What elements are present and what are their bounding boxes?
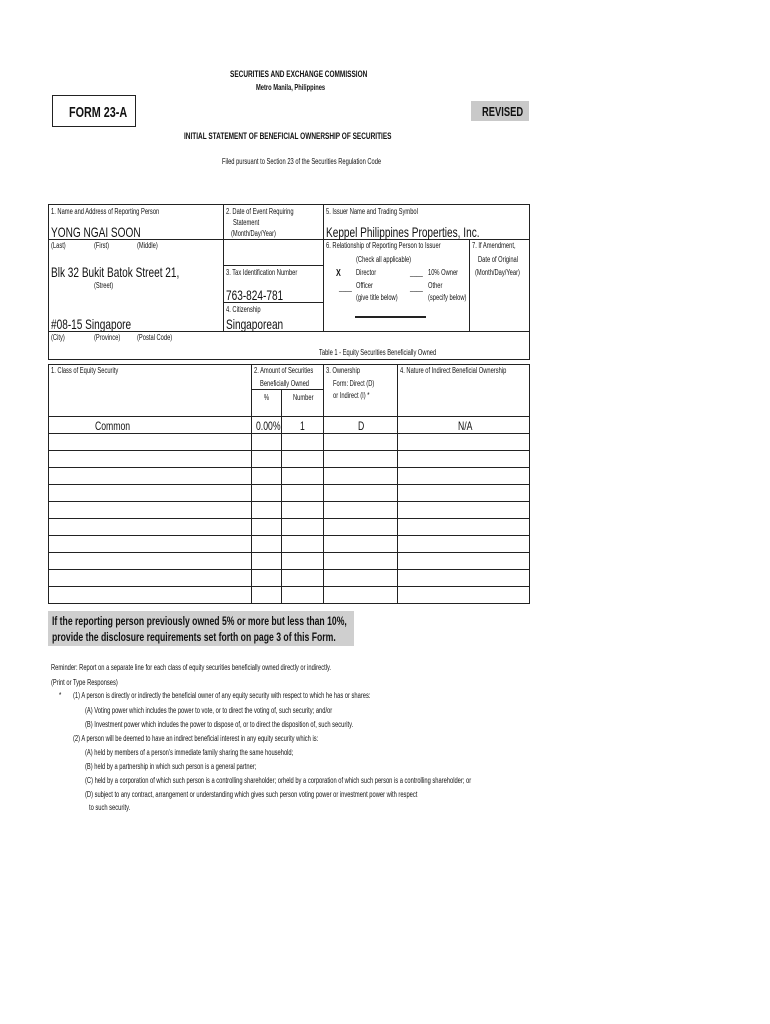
section7-label: 7. If Amendment, — [472, 241, 516, 250]
section2-label: 2. Date of Event Requiring — [226, 207, 294, 216]
agency-location: Metro Manila, Philippines — [256, 83, 326, 92]
section4-label: 4. Citizenship — [226, 305, 261, 314]
other-note: (specify below) — [428, 293, 467, 302]
city-address: #08-15 Singapore — [51, 316, 132, 332]
footnote-2b: (B) held by a partnership in which such person is a general partner; — [85, 762, 257, 771]
officer-note: (give title below) — [356, 293, 398, 302]
col-class-header: 1. Class of Equity Security — [51, 366, 119, 375]
check-all-applicable: (Check all applicable) — [356, 255, 412, 264]
col-nature-header: 4. Nature of Indirect Beneficial Ownership — [400, 366, 507, 375]
footnote-2c: (C) held by a corporation of which such person is a controlling shareholder; orheld by a corporation of which such person is a controlling shareholder; or — [85, 776, 472, 785]
province-label: (Province) — [94, 333, 121, 342]
print-note: (Print or Type Responses) — [51, 678, 118, 687]
director-checkmark: X — [336, 268, 341, 279]
section2-label-2: Statement — [233, 218, 260, 227]
filed-note: Filed pursuant to Section 23 of the Securities Regulation Code — [222, 157, 382, 166]
section7-label-3: (Month/Day/Year) — [475, 268, 520, 277]
footnote-2d-cont: to such security. — [89, 803, 131, 812]
col-percent-header: % — [264, 393, 270, 402]
agency-name: SECURITIES AND EXCHANGE COMMISSION — [230, 69, 368, 79]
section7-label-2: Date of Original — [478, 255, 519, 264]
reminder-text: Reminder: Report on a separate line for each class of equity securities beneficially owned directly or indirectly. — [51, 663, 332, 672]
row1-ownership-form: D — [358, 419, 365, 433]
officer-blank: ____ — [339, 283, 352, 292]
form-id-box — [52, 95, 136, 127]
footnote-star: * — [59, 691, 62, 700]
col-ownership-header-2: Form: Direct (D) — [333, 379, 375, 388]
footnote-2d: (D) subject to any contract, arrangement or understanding which gives such person voting power or investment power with respect — [85, 790, 418, 799]
section5-label: 5. Issuer Name and Trading Symbol — [326, 207, 418, 216]
footnote-1b: (B) Investment power which includes the power to dispose of, or to direct the disposition of, such security. — [85, 720, 354, 729]
notice-line-2: provide the disclosure requirements set forth on page 3 of this Form. — [52, 630, 336, 644]
city-label: (City) — [51, 333, 65, 342]
col-amount-header-2: Beneficially Owned — [260, 379, 309, 388]
notice-line-1: If the reporting person previously owned 5% or more but less than 10%, — [52, 614, 347, 628]
row1-number: 1 — [300, 419, 305, 433]
row1-percent: 0.00% — [256, 419, 281, 433]
citizenship: Singaporean — [226, 316, 284, 332]
owner10-label: 10% Owner — [428, 268, 459, 277]
first-name-label: (First) — [94, 241, 110, 250]
footnote-1: (1) A person is directly or indirectly the beneficial owner of any equity security with respect to which he has or shares: — [73, 691, 371, 700]
street-address: Blk 32 Bukit Batok Street 21, — [51, 264, 180, 280]
col-ownership-header-3: or Indirect (I) * — [333, 391, 370, 400]
form-title: INITIAL STATEMENT OF BENEFICIAL OWNERSHIP OF SECURITIES — [184, 131, 392, 141]
revised-label: REVISED — [482, 104, 524, 119]
tax-id-number: 763-824-781 — [226, 287, 284, 303]
middle-name-label: (Middle) — [137, 241, 158, 250]
other-label: Other — [428, 281, 443, 290]
section1-label: 1. Name and Address of Reporting Person — [51, 207, 160, 216]
col-number-header: Number — [293, 393, 314, 402]
director-label: Director — [356, 268, 377, 277]
col-ownership-header: 3. Ownership — [326, 366, 360, 375]
owner10-blank: ____ — [410, 268, 423, 277]
title-underline — [355, 316, 426, 318]
section2-label-3: (Month/Day/Year) — [231, 229, 276, 238]
street-label: (Street) — [94, 281, 114, 290]
form-id: FORM 23-A — [69, 104, 128, 121]
row1-class: Common — [95, 419, 131, 433]
revised-badge — [471, 101, 529, 121]
postal-code-label: (Postal Code) — [137, 333, 173, 342]
col-amount-header: 2. Amount of Securities — [254, 366, 314, 375]
footnote-2: (2) A person will be deemed to have an indirect beneficial interest in any equity security which is: — [73, 734, 319, 743]
footnote-1a: (A) Voting power which includes the power to vote, or to direct the voting of, such security; and/or — [85, 706, 333, 715]
section6-label: 6. Relationship of Reporting Person to Issuer — [326, 241, 441, 250]
issuer-name: Keppel Philippines Properties, Inc. — [326, 224, 480, 240]
disclosure-notice — [48, 611, 354, 646]
last-name-label: (Last) — [51, 241, 66, 250]
table1-title: Table 1 - Equity Securities Beneficially Owned — [319, 348, 437, 357]
row1-nature: N/A — [458, 419, 473, 433]
section3-label: 3. Tax Identification Number — [226, 268, 298, 277]
other-blank: ____ — [410, 283, 423, 292]
officer-label: Officer — [356, 281, 373, 290]
reporting-person-name: YONG NGAI SOON — [51, 224, 141, 240]
footnote-2a: (A) held by members of a person's immediate family sharing the same household; — [85, 748, 294, 757]
